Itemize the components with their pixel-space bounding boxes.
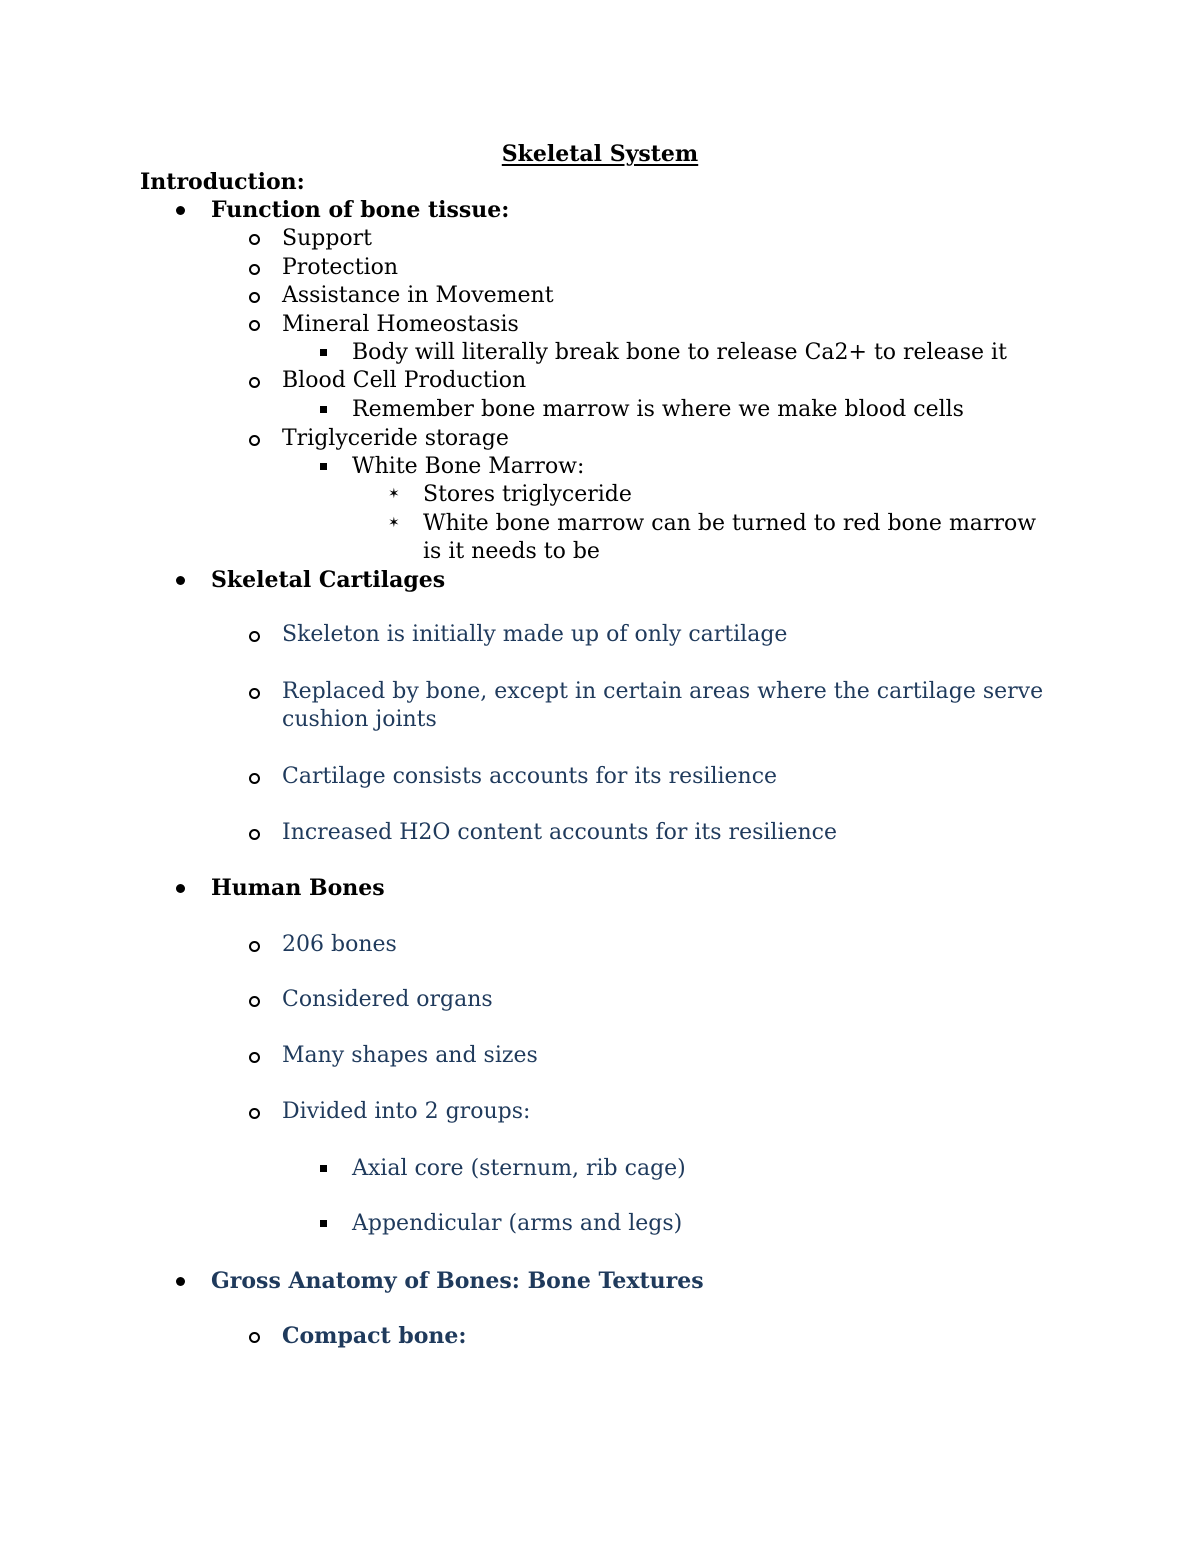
bullet-circle-icon <box>249 941 260 952</box>
bullet-circle-icon <box>249 234 260 245</box>
list-item: Stores triglyceride <box>423 482 632 507</box>
bullet-circle-icon <box>249 435 260 446</box>
list-item: Cartilage consists accounts for its resilience <box>282 764 778 789</box>
bullet-circle-icon <box>249 1332 260 1343</box>
bullet-disc-icon <box>176 1277 185 1286</box>
list-item: Many shapes and sizes <box>282 1043 538 1068</box>
bullet-star-icon: ✶ <box>388 515 400 531</box>
bullet-circle-icon <box>249 292 260 303</box>
list-item: White Bone Marrow: <box>352 454 585 479</box>
bullet-disc-icon <box>176 206 185 215</box>
list-item: White bone marrow can be turned to red bone marrow <box>423 511 1037 536</box>
document-title: Skeletal System <box>501 141 699 167</box>
bones-heading: Human Bones <box>211 875 385 901</box>
bullet-square-icon <box>320 349 327 356</box>
list-item: Body will literally break bone to release Ca2+ to release it <box>352 340 1007 365</box>
bullet-circle-icon <box>249 1052 260 1063</box>
bullet-circle-icon <box>249 773 260 784</box>
list-item: Mineral Homeostasis <box>282 312 519 337</box>
list-item: Protection <box>282 255 399 280</box>
list-item: Axial core (sternum, rib cage) <box>352 1156 686 1181</box>
bullet-square-icon <box>320 1165 327 1172</box>
list-item: Remember bone marrow is where we make blood cells <box>352 397 964 422</box>
bullet-circle-icon <box>249 829 260 840</box>
list-item: Assistance in Movement <box>282 283 554 308</box>
list-item-continuation: cushion joints <box>282 707 437 732</box>
bullet-square-icon <box>320 406 327 413</box>
bullet-circle-icon <box>249 631 260 642</box>
gross-anatomy-heading: Gross Anatomy of Bones: Bone Textures <box>211 1268 704 1294</box>
bullet-circle-icon <box>249 377 260 388</box>
list-item: Considered organs <box>282 987 493 1012</box>
list-item: Blood Cell Production <box>282 368 527 393</box>
list-item: Skeleton is initially made up of only cartilage <box>282 622 788 647</box>
bullet-star-icon: ✶ <box>388 486 400 502</box>
compact-bone-heading: Compact bone: <box>282 1323 467 1349</box>
bullet-circle-icon <box>249 996 260 1007</box>
bullet-disc-icon <box>176 884 185 893</box>
list-item: Divided into 2 groups: <box>282 1099 531 1124</box>
bullet-square-icon <box>320 463 327 470</box>
bullet-circle-icon <box>249 320 260 331</box>
list-item: Increased H2O content accounts for its resilience <box>282 820 838 845</box>
intro-heading: Introduction: <box>140 169 305 195</box>
list-item-continuation: is it needs to be <box>423 539 600 564</box>
bullet-circle-icon <box>249 688 260 699</box>
cartilage-heading: Skeletal Cartilages <box>211 567 446 593</box>
list-item: Appendicular (arms and legs) <box>352 1211 683 1236</box>
bullet-circle-icon <box>249 1108 260 1119</box>
list-item: Triglyceride storage <box>282 426 509 451</box>
function-heading: Function of bone tissue: <box>211 197 510 223</box>
list-item: Replaced by bone, except in certain areas where the cartilage serve <box>282 679 1044 704</box>
bullet-circle-icon <box>249 264 260 275</box>
bullet-square-icon <box>320 1220 327 1227</box>
list-item: Support <box>282 226 373 251</box>
bullet-disc-icon <box>176 576 185 585</box>
list-item: 206 bones <box>282 932 397 957</box>
